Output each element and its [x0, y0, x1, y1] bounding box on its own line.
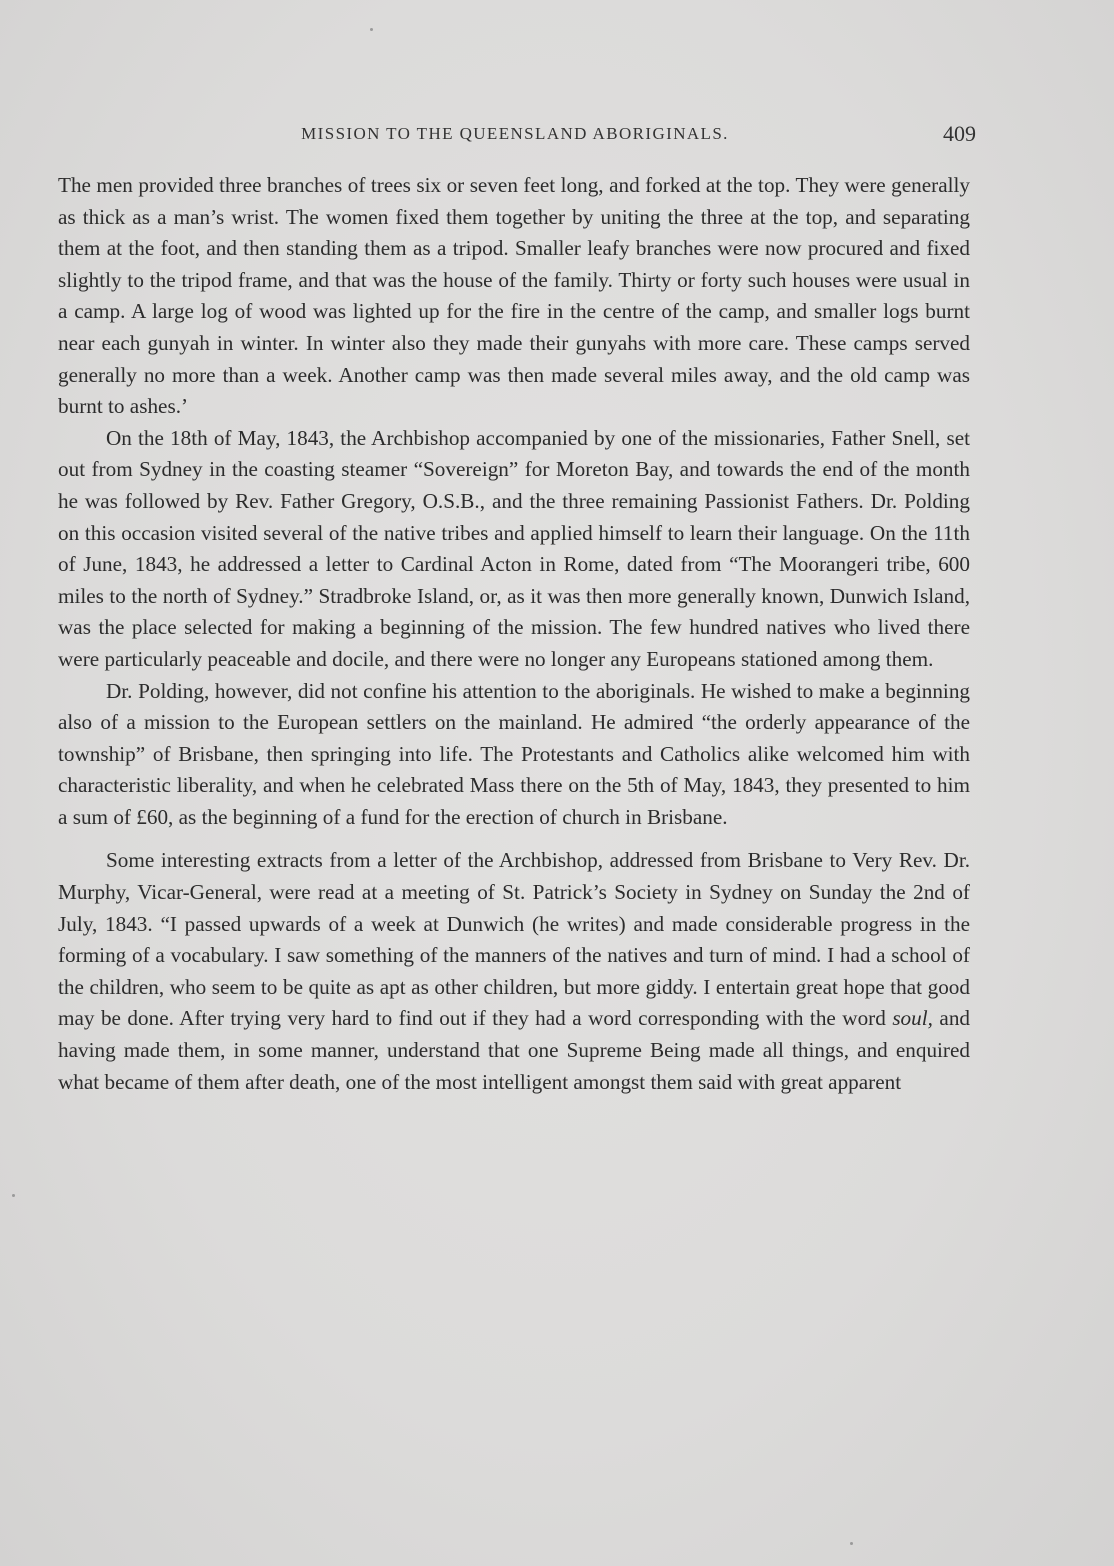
- paragraph-archbishop-journey: On the 18th of May, 1843, the Archbishop accompanied by one of the missionaries, Father Snell, set out from Sydney in the coasting steamer “Sovereign” for Moreton Bay, and towards the end of the month he was followed by Rev. Father Gregory, O.S.B., and the three remaining Passionist Fathers. Dr. Polding on this occasion visited several of the native tribes and applied himself to learn their language. On the 11th of June, 1843, he addressed a letter to Cardinal Acton in Rome, dated from “The Moorangeri tribe, 600 miles to the north of Sydney.” Stradbroke Island, or, as it was then more generally known, Dunwich Island, was the place selected for making a beginning of the mission. The few hundred natives who lived there were particularly peaceable and docile, and there were no longer any Europeans stationed among them.: [58, 425, 970, 671]
- running-head: [60, 121, 976, 154]
- paper-speck: [12, 1194, 15, 1197]
- letter-text-end: and having made them, in some manner, understand that one Supreme Being made all things, and enquired what became of them after death, one of the most intelligent amongst them said with great apparent: [58, 1006, 971, 1094]
- italic-word-soul: soul,: [892, 1006, 933, 1031]
- page-number: 409: [943, 121, 976, 146]
- body-text: [58, 170, 970, 1098]
- running-title: MISSION TO THE QUEENSLAND ABORIGINALS.: [301, 124, 729, 143]
- paragraph-letter-extract: [58, 845, 970, 1098]
- letter-text-start: Some interesting extracts from a letter of the Archbishop, addressed from Brisbane to Very Rev. Dr. Murphy, Vicar-General, were read at a meeting of St. Patrick’s Society in Sydney on Sunday the 2nd of July, 1843. “I passed upwards of a week at Dunwich (he writes) and made considerable progress in the forming of a vocabulary. I saw something of the manners of the natives and turn of mind. I had a school of the children, who seem to be quite as apt as other children, but more giddy. I entertain great hope that good may be done. After trying very hard to find out if they had a word corresponding with the word: [58, 848, 970, 1031]
- paper-speck: [850, 1542, 853, 1545]
- paper-speck: [370, 28, 373, 31]
- paragraph-gunyah-description: The men provided three branches of trees six or seven feet long, and forked at the top. They were generally as thick as a man’s wrist. The women fixed them together by uniting the three at the top, and separating them at the foot, and then standing them as a tripod. Smaller leafy branches were now procured and fixed slightly to the tripod frame, and that was the house of the family. Thirty or forty such houses were usual in a camp. A large log of wood was lighted up for the fire in the centre of the camp, and smaller logs burnt near each gunyah in winter. In winter also they made their gunyahs with more care. These camps served generally no more than a week. Another camp was then made several miles away, and the old camp was burnt to ashes.’: [58, 173, 970, 419]
- paragraph-brisbane-mission: Dr. Polding, however, did not confine his attention to the aboriginals. He wished to make a beginning also of a mission to the European settlers on the mainland. He admired “the orderly appearance of the township” of Brisbane, then springing into life. The Protestants and Catholics alike welcomed him with characteristic liberality, and when he celebrated Mass there on the 5th of May, 1843, they presented to him a sum of £60, as the beginning of a fund for the erection of church in Brisbane.: [58, 678, 970, 829]
